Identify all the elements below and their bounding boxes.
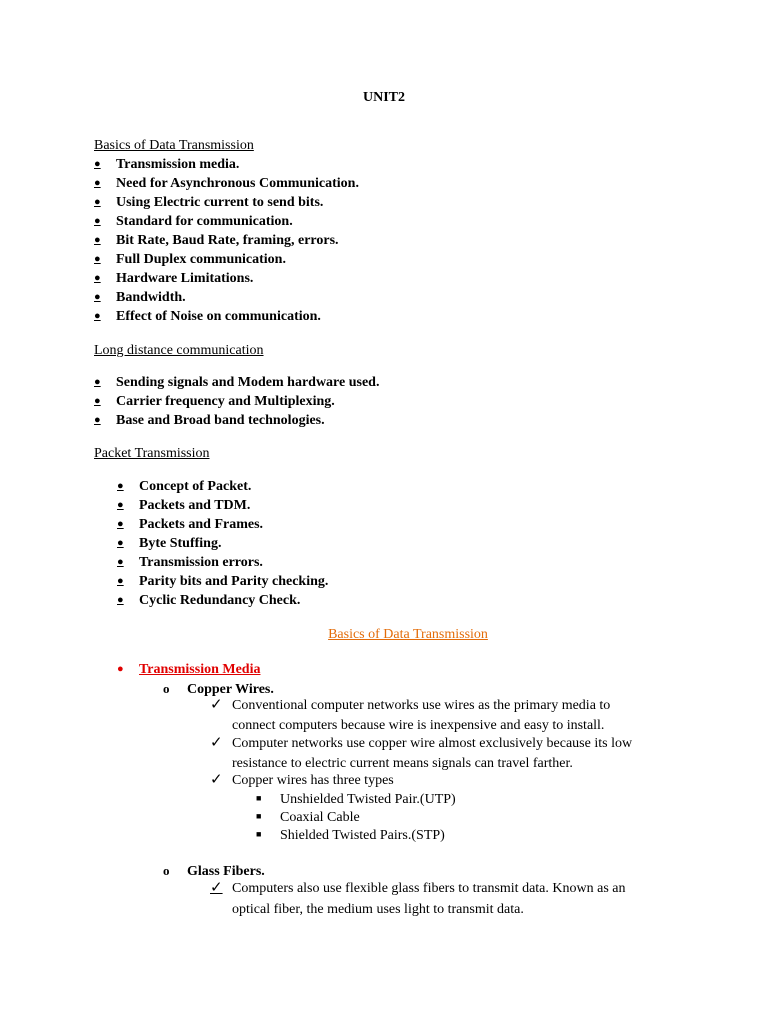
bullet-icon: ● [117, 480, 124, 492]
section-heading-long-distance: Long distance communication [94, 343, 264, 358]
check-icon: ✓ [210, 697, 223, 713]
bullet-icon: ● [94, 376, 101, 388]
list-item: ● Bit Rate, Baud Rate, framing, errors. [94, 233, 339, 248]
check-item: ✓ Computers also use flexible glass fibers to transmit data. Known as an [210, 880, 626, 896]
check-item: ✓ Conventional computer networks use wires as the primary media to [210, 697, 611, 713]
list-item: ● Hardware Limitations. [94, 271, 254, 286]
bullet-icon: ● [117, 556, 124, 568]
bullet-icon: ● [94, 253, 101, 265]
list-item: ● Transmission errors. [117, 555, 263, 570]
square-bullet-icon: ■ [256, 811, 262, 821]
list-item: ● Byte Stuffing. [117, 536, 222, 551]
page-title: UNIT2 [362, 90, 405, 105]
list-item: ● Parity bits and Parity checking. [117, 574, 329, 589]
list-item: ● Concept of Packet. [117, 479, 252, 494]
check-icon: ✓ [210, 880, 223, 896]
bullet-icon: ● [117, 537, 124, 549]
type-item: ■ Unshielded Twisted Pair.(UTP) [256, 789, 456, 809]
subtopic-copper-wires: o Copper Wires. [163, 681, 274, 697]
section-heading-basics: Basics of Data Transmission [94, 138, 254, 153]
check-item: ✓ Copper wires has three types [210, 772, 394, 788]
list-item: ● Carrier frequency and Multiplexing. [94, 394, 335, 409]
bullet-icon: ● [94, 234, 101, 246]
bullet-icon: ● [94, 291, 101, 303]
bullet-icon: ● [117, 594, 124, 606]
list-item: ● Packets and TDM. [117, 498, 251, 513]
list-item: ● Bandwidth. [94, 290, 186, 305]
bullet-icon: ● [94, 158, 101, 170]
list-item: ● Standard for communication. [94, 214, 293, 229]
subtopic-glass-fibers: o Glass Fibers. [163, 863, 265, 879]
check-item: ✓ Computer networks use copper wire almost exclusively because its low [210, 735, 633, 751]
type-item: ■ Coaxial Cable [256, 807, 360, 827]
list-item: ● Need for Asynchronous Communication. [94, 176, 359, 191]
check-item-continuation: resistance to electric current means signals can travel farther. [232, 756, 573, 771]
check-item-continuation: optical fiber, the medium uses light to transmit data. [232, 902, 524, 917]
list-item: ● Full Duplex communication. [94, 252, 286, 267]
bullet-icon: ● [117, 663, 124, 675]
circle-bullet-icon: o [163, 863, 170, 878]
check-icon: ✓ [210, 772, 223, 788]
bullet-icon: ● [94, 177, 101, 189]
square-bullet-icon: ■ [256, 793, 262, 803]
type-item: ■ Shielded Twisted Pairs.(STP) [256, 825, 445, 845]
bullet-icon: ● [117, 499, 124, 511]
list-item: ● Transmission media. [94, 157, 240, 172]
list-item: ● Base and Broad band technologies. [94, 413, 325, 428]
section-heading-packet: Packet Transmission [94, 446, 210, 461]
list-item: ● Sending signals and Modem hardware used. [94, 375, 380, 390]
topic-transmission-media: ● Transmission Media [117, 662, 261, 677]
bullet-icon: ● [94, 272, 101, 284]
bullet-icon: ● [94, 414, 101, 426]
list-item: ● Cyclic Redundancy Check. [117, 593, 301, 608]
list-item: ● Packets and Frames. [117, 517, 264, 532]
bullet-icon: ● [94, 395, 101, 407]
detail-heading: Basics of Data Transmission [328, 627, 488, 642]
bullet-icon: ● [117, 575, 124, 587]
square-bullet-icon: ■ [256, 829, 262, 839]
bullet-icon: ● [94, 196, 101, 208]
check-item-continuation: connect computers because wire is inexpensive and easy to install. [232, 718, 605, 733]
list-item: ● Using Electric current to send bits. [94, 195, 324, 210]
bullet-icon: ● [94, 310, 101, 322]
check-icon: ✓ [210, 735, 223, 751]
bullet-icon: ● [117, 518, 124, 530]
bullet-icon: ● [94, 215, 101, 227]
circle-bullet-icon: o [163, 681, 170, 696]
list-item: ● Effect of Noise on communication. [94, 309, 321, 324]
